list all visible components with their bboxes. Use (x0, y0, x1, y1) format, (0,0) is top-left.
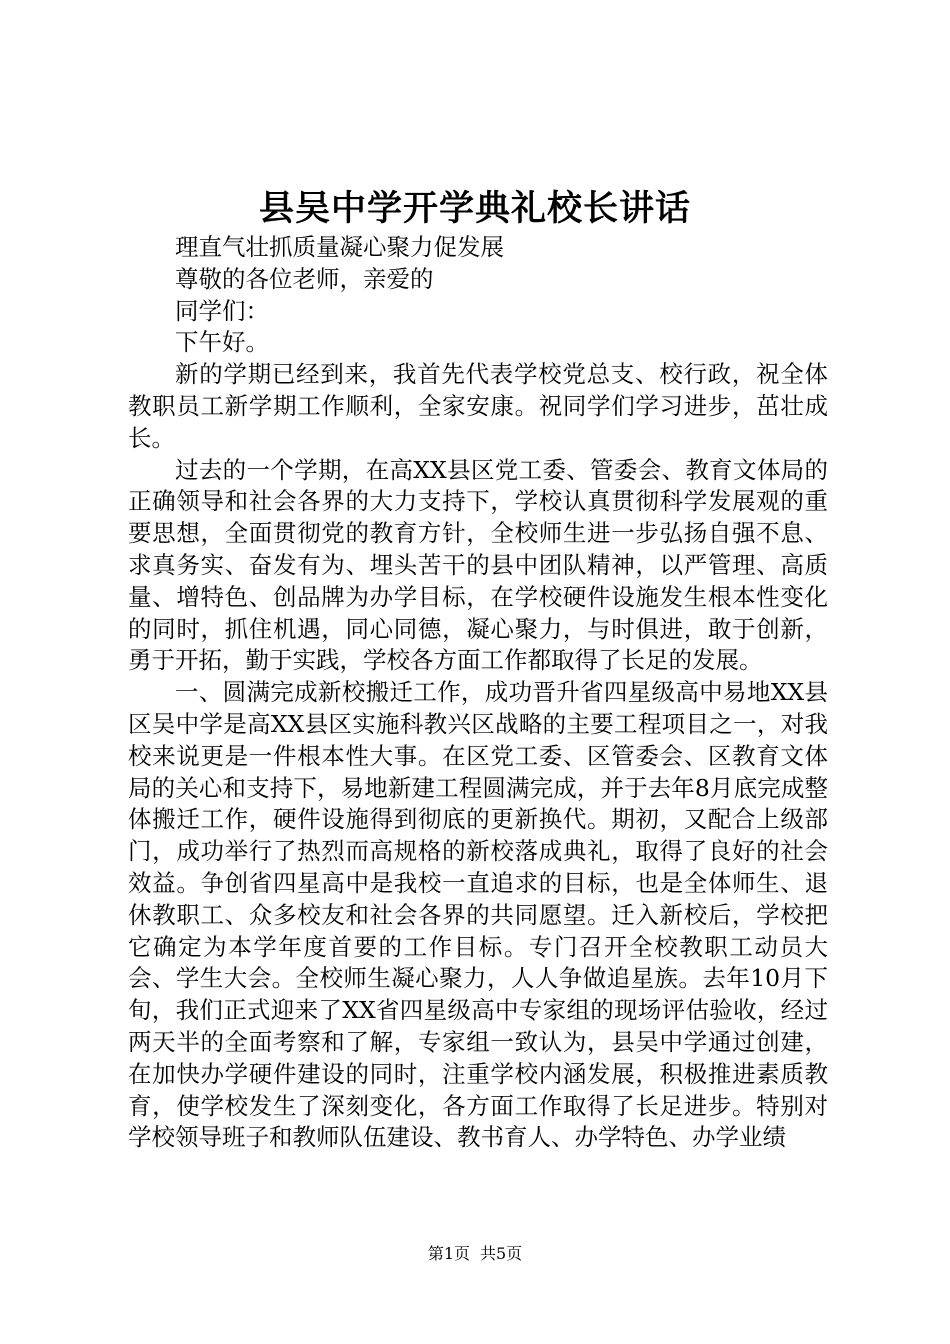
page-total: 共5页 (480, 1244, 523, 1263)
document-title: 县吴中学开学典礼校长讲话 (258, 188, 691, 229)
paragraph-new-semester: 新的学期已经到来，我首先代表学校党总支、校行政，祝全体教职员工新学期工作顺利，全家安康。祝同学们学习进步，茁壮成长。 (128, 360, 828, 452)
paragraph-salutation: 尊敬的各位老师，亲爱的 (175, 264, 434, 293)
page-number: 第1页 (427, 1244, 470, 1263)
document-body (128, 232, 828, 1154)
paragraph-greeting: 下午好。 (175, 328, 269, 357)
paragraph-section-one: 一、圆满完成新校搬迁工作，成功晋升省四星级高中易地XX县区吴中学是高XX县区实施科教兴区战略的主要工程项目之一，对我校来说更是一件根本性大事。在区党工委、区管委会、区教育文体局的关心和支持下，易地新建工程圆满完成，并于去年8月底完成整体搬迁工作，硬件设施得到彻底的更新换代。期初，又配合上级部门，成功举行了热烈而高规格的新校落成典礼，取得了良好的社会效益。争创省四星高中是我校一直追求的目标，也是全体师生、退休教职工、众多校友和社会各界的共同愿望。迁入新校后，学校把它确定为本学年度首要的工作目标。专门召开全校教职工动员大会、学生大会。全校师生凝心聚力，人人争做追星族。去年10月下旬，我们正式迎来了XX省四星级高中专家组的现场评估验收，经过两天半的全面考察和了解，专家组一致认为，县吴中学通过创建，在加快办学硬件建设的同时，注重学校内涵发展，积极推进素质教育，使学校发生了深刻变化，各方面工作取得了长足进步。特别对学校领导班子和教师队伍建设、教书育人、办学特色、办学业绩 (128, 678, 828, 1152)
paragraph-past-semester: 过去的一个学期，在高XX县区党工委、管委会、教育文体局的正确领导和社会各界的大力支持下，学校认真贯彻科学发展观的重要思想，全面贯彻党的教育方针，全校师生进一步弘扬自强不息、求真务实、奋发有为、埋头苦干的县中团队精神，以严管理、高质量、增特色、创品牌为办学目标，在学校硬件设施发生根本性变化的同时，抓住机遇，同心同德，凝心聚力，与时俱进，敢于创新，勇于开拓，勤于实践，学校各方面工作都取得了长足的发展。 (128, 455, 828, 675)
page-footer (0, 1242, 950, 1266)
paragraph-subtitle: 理直气壮抓质量凝心聚力促发展 (175, 233, 504, 261)
paragraph-salutation-students: 同学们： (175, 296, 269, 325)
